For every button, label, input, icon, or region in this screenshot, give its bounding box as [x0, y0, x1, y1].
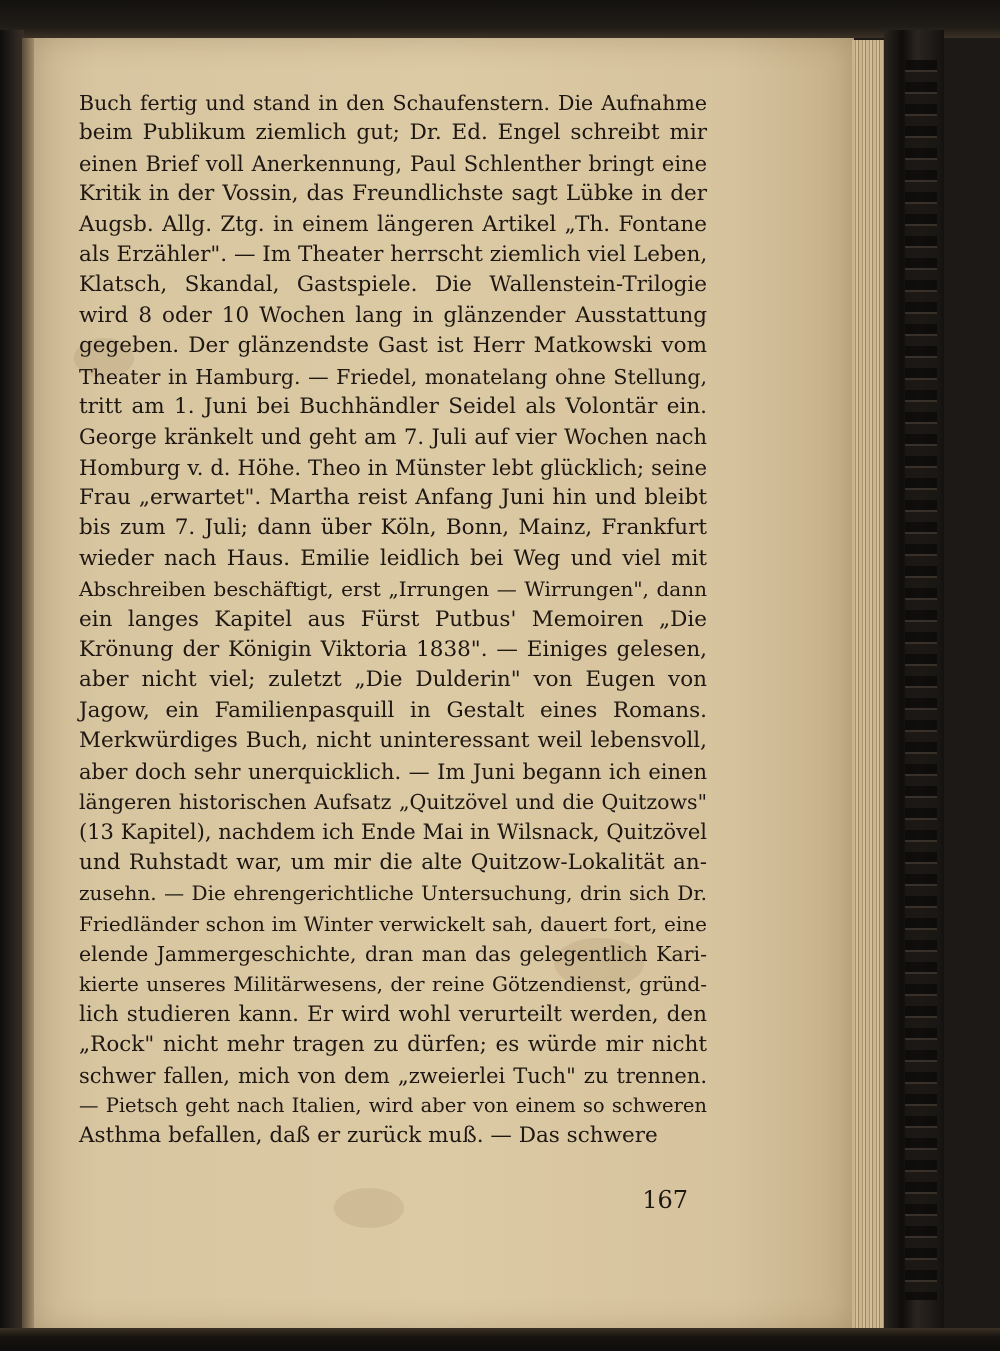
- text-line: George kränkelt und geht am 7. Juli auf vier Wochen nach: [79, 425, 707, 450]
- text-line: Theater in Hamburg. — Friedel, monatelang ohne Stellung,: [79, 364, 707, 389]
- text-line: aber nicht viel; zuletzt „Die Dulderin" von Eugen von: [79, 667, 707, 693]
- text-line: kierte unseres Militärwesens, der reine Götzendienst, gründ-: [79, 972, 707, 997]
- text-line: Buch fertig und stand in den Schaufenstern. Die Aufnahme: [79, 91, 707, 115]
- top-cover-edge: [0, 0, 1000, 38]
- text-line: Klatsch, Skandal, Gastspiele. Die Wallenstein-Trilogie: [79, 272, 707, 298]
- text-line: Asthma befallen, daß er zurück muß. — Das schwere: [79, 1123, 658, 1149]
- text-line: Kritik in der Vossin, das Freundlichste sagt Lübke in der: [79, 181, 707, 207]
- text-line: schwer fallen, mich von dem „zweierlei Tuch" zu trennen.: [79, 1063, 707, 1088]
- stacked-page-edges: [852, 40, 886, 1330]
- text-line: und Ruhstadt war, um mir die alte Quitzow-Lokalität an-: [79, 849, 707, 875]
- text-line: (13 Kapitel), nachdem ich Ende Mai in Wilsnack, Quitzövel: [79, 820, 707, 845]
- cover-spine-texture: [905, 60, 937, 1300]
- text-line: beim Publikum ziemlich gut; Dr. Ed. Engel schreibt mir: [79, 120, 707, 146]
- paper-stain: [334, 1188, 404, 1228]
- text-line: bis zum 7. Juli; dann über Köln, Bonn, Mainz, Frankfurt: [79, 515, 707, 541]
- text-line: — Pietsch geht nach Italien, wird aber von einem so schweren: [79, 1093, 707, 1117]
- left-book-cover: [0, 30, 24, 1330]
- text-line: tritt am 1. Juni bei Buchhändler Seidel als Volontär ein.: [79, 393, 707, 419]
- text-line: längeren historischen Aufsatz „Quitzövel und die Quitzows": [79, 789, 707, 814]
- body-text: [79, 88, 707, 1152]
- text-line: einen Brief voll Anerkennung, Paul Schlenther bringt eine: [79, 151, 707, 176]
- text-line: Abschreiben beschäftigt, erst „Irrungen — Wirrungen", dann: [79, 577, 707, 602]
- text-line: ein langes Kapitel aus Fürst Putbus' Memoiren „Die: [79, 606, 707, 632]
- text-line: als Erzähler". — Im Theater herrscht ziemlich viel Leben,: [79, 241, 708, 267]
- text-line: Homburg v. d. Höhe. Theo in Münster lebt glücklich; seine: [79, 455, 707, 480]
- text-line: Friedländer schon im Winter verwickelt sah, dauert fort, eine: [79, 911, 707, 936]
- text-line: wird 8 oder 10 Wochen lang in glänzender Ausstattung: [79, 302, 707, 328]
- text-line: Merkwürdiges Buch, nicht uninteressant weil lebensvoll,: [79, 728, 707, 754]
- text-line: Jagow, ein Familienpasquill in Gestalt eines Romans.: [79, 697, 707, 723]
- text-line: „Rock" nicht mehr tragen zu dürfen; es würde mir nicht: [79, 1032, 707, 1058]
- text-line: Krönung der Königin Viktoria 1838". — Einiges gelesen,: [79, 637, 707, 663]
- text-line: zusehn. — Die ehrengerichtliche Untersuchung, drin sich Dr.: [79, 881, 707, 906]
- text-line: aber doch sehr unerquicklich. — Im Juni begann ich einen: [79, 759, 707, 784]
- page-number: 167: [642, 1186, 688, 1214]
- text-line: Frau „erwartet". Martha reist Anfang Juni hin und bleibt: [79, 485, 707, 511]
- text-line: Augsb. Allg. Ztg. in einem längeren Artikel „Th. Fontane: [79, 211, 707, 237]
- text-line: elende Jammergeschichte, dran man das gelegentlich Kari-: [79, 941, 707, 966]
- text-line: gegeben. Der glänzendste Gast ist Herr Matkowski vom: [79, 333, 707, 359]
- bottom-cover-edge: [0, 1328, 1000, 1351]
- text-line: lich studieren kann. Er wird wohl verurteilt werden, den: [79, 1001, 707, 1027]
- text-line: wieder nach Haus. Emilie leidlich bei Weg und viel mit: [79, 545, 707, 571]
